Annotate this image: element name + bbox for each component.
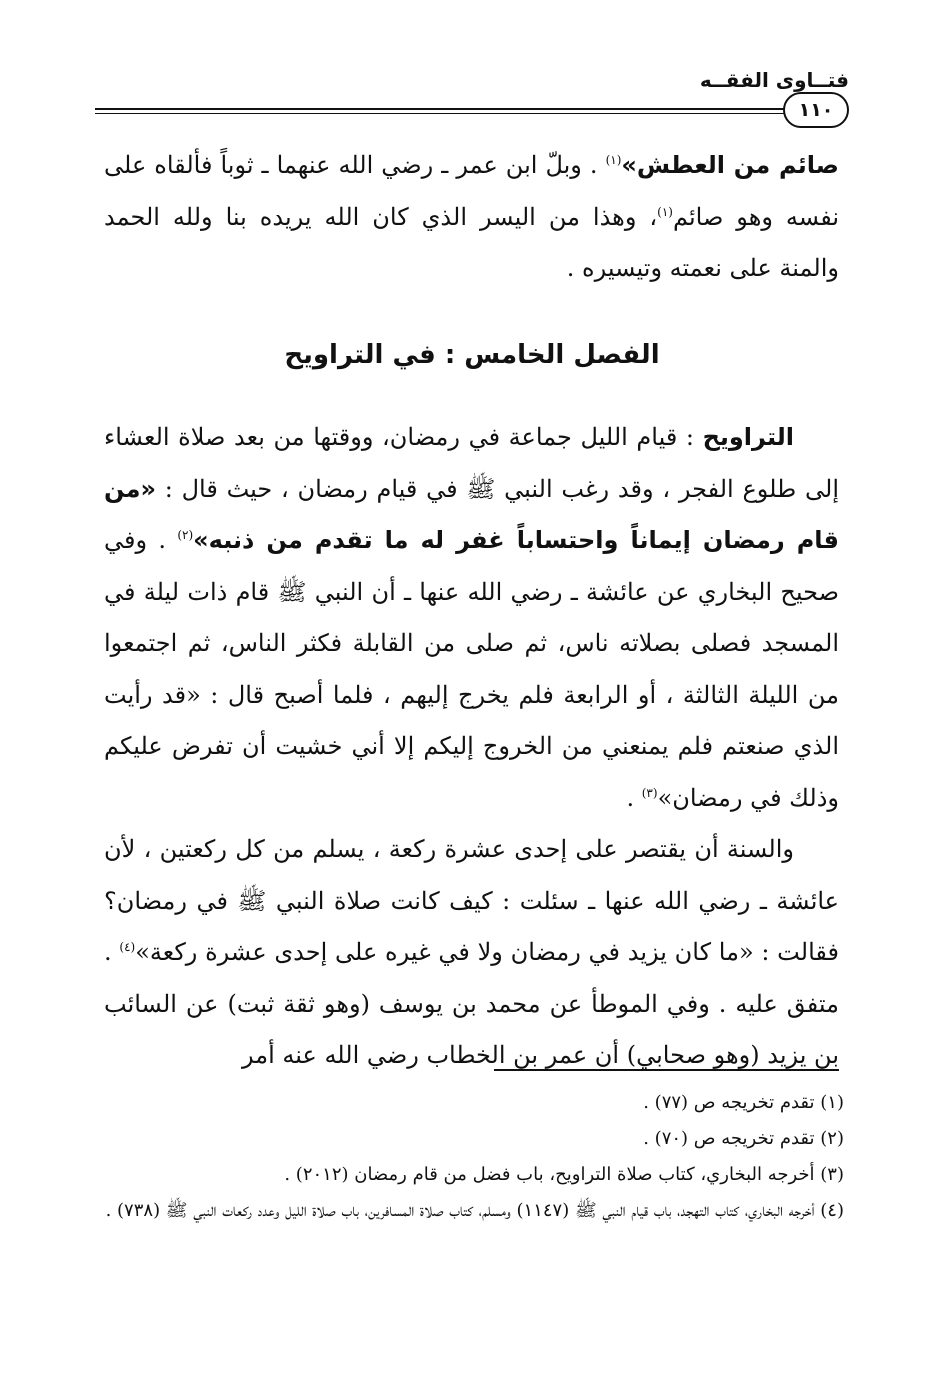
chapter-title: الفصل الخامس : في التراويح — [284, 340, 660, 370]
paragraph-text: : قيام الليل جماعة في رمضان، ووقتها من بعد صلاة العشاء إلى طلوع الفجر ، وقد رغب النبي ﷺ في قيام رمضان ، حيث قال : — [104, 423, 839, 503]
page-number-badge: ١١٠ — [783, 92, 849, 128]
footnote-ref: (٣) — [641, 785, 658, 800]
term-bold: التراويح — [702, 423, 794, 451]
hadith-quote-bold: «من قام رمضان إيماناً واحتساباً غفر له ما تقدم من ذنبه» — [104, 474, 840, 554]
paragraph-text: والسنة أن يقتصر على إحدى عشرة ركعة ، يسلم من كل ركعتين ، لأن عائشة ـ رضي الله عنها ـ سئلت : كيف كانت صلاة النبي ﷺ في رمضان؟ فقالت : «ما كان يزيد في رمضان ولا في غيره على إحدى عشرة ركعة» — [104, 835, 839, 966]
paragraph-sunnah — [104, 824, 839, 1082]
footnote-item: (٤) أخرجه البخاري، كتاب التهجد، باب قيام النبي ﷺ (١١٤٧) ومسلم، كتاب صلاة المسافرين، باب صلاة الليل وعدد ركعات النبي ﷺ (٧٣٨) . — [105, 1200, 844, 1221]
footnote-ref: (٤) — [119, 940, 136, 954]
footnote-item: (٢) تقدم تخريجه ص (٧٠) . — [643, 1128, 844, 1149]
paragraph-taraweeh — [104, 412, 839, 824]
paragraph-text: . متفق عليه . وفي الموطأ عن محمد بن يوسف (وهو ثقة ثبت) عن السائب بن يزيد (وهو صحابي) أن عمر بن الخطاب رضي الله عنه أمر — [104, 938, 839, 1069]
footnote-ref: (١) — [605, 153, 622, 167]
footnote-item: (٣) أخرجه البخاري، كتاب صلاة التراويح، باب فضل من قام رمضان (٢٠١٢) . — [284, 1164, 844, 1185]
header-rule — [95, 108, 832, 114]
footnotes — [102, 1085, 844, 1229]
footnote-separator — [494, 1069, 839, 1071]
section-body — [104, 412, 839, 1082]
footnote-item: (١) تقدم تخريجه ص (٧٧) . — [643, 1092, 844, 1113]
intro-paragraph — [104, 140, 839, 295]
paragraph-text: . وفي صحيح البخاري عن عائشة ـ رضي الله عنها ـ أن النبي ﷺ قام ذات ليلة في المسجد فصلى بصلاته ناس، ثم صلى من القابلة فكثر الناس، ثم اجتمعوا من الليلة الثالثة ، أو الرابعة فلم يخرج إليهم ، فلما أصبح قال : «قد رأيت الذي صنعتم فلم يمنعني من الخروج إليكم إلا أني خشيت أن تفرض عليكم وذلك في رمضان» — [104, 526, 839, 812]
footnote-ref: (١) — [657, 204, 673, 219]
paragraph-text-end: . — [626, 783, 642, 812]
intro-paragraph-block — [104, 140, 839, 295]
footnote-ref: (٢) — [177, 528, 194, 542]
running-title: فتــاوى الفقــه — [699, 68, 849, 92]
intro-bold-quote: صائم من العطش» — [621, 151, 840, 179]
intro-text-end: ، وهذا من اليسر الذي كان الله يريده بنا ولله الحمد والمنة على نعمته وتيسيره . — [104, 202, 839, 282]
intro-text: . وبلّ ابن عمر ـ رضي الله عنهما ـ ثوباً فألقاه على نفسه وهو صائم — [104, 151, 840, 231]
